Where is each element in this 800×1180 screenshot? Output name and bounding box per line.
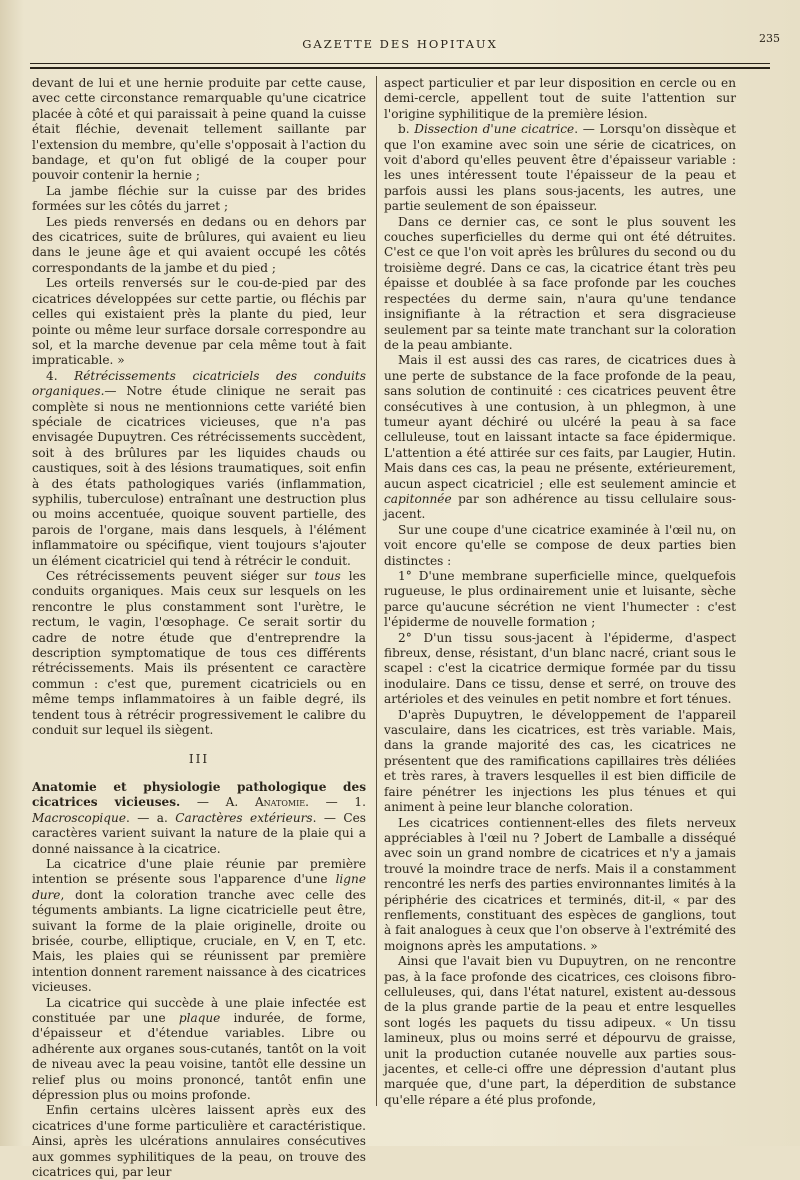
paragraph: Les pieds renversés en dedans ou en dehors par des cicatrices, suite de brûlures, qui avaient eu lieu dans le jeune âge et qui avaient occupé les côtés correspondants de la jambe et du pied ;	[32, 214, 366, 275]
subsection-title: Rétrécissements cicatriciels des conduits organiques.	[32, 368, 366, 399]
paragraph: D'après Dupuytren, le développement de l'appareil vasculaire, dans les cicatrices, est très variable. Mais, dans la grande majorité des cas, les cicatrices ne présentent que des ramifications capillaires très déliées et très rares, à travers lesquelles il est bien difficile de faire pénétrer les injections les plus ténues et qui animent à peine leur blanche coloration.	[384, 707, 736, 815]
text-run: . — a.	[126, 810, 176, 825]
running-head: GAZETTE DES HOPITAUX	[302, 37, 498, 51]
column-divider	[376, 76, 377, 1106]
paragraph-text: — Notre étude clinique ne serait pas complète si nous ne mentionnions cette variété bien spéciale de cicatrices vicieuses, que n'a pas envisagée Dupuytren. Ces rétrécissements succèdent, soit à des brûlures par les liquides chauds ou caustiques, soit à des lésions traumatiques, soit enfin à des états pathologiques variés (inflammation, syphilis, tuberculose) entraînant une destruction plus ou moins accentuée, quoique souvent partielle, des parois de l'organe, mais dans lesquels, à l'élément inflammatoire ou spécifique, vient toujours s'ajouter un élément cicatriciel qui tend à rétrécir le conduit.	[32, 384, 366, 568]
paragraph: 1° D'une membrane superficielle mince, quelquefois rugueuse, le plus ordinairement unie et luisante, sèche parce qu'aucune sécrétion ne vient l'humecter : c'est l'épiderme de nouvelle formation ;	[384, 569, 736, 630]
paragraph: Les orteils renversés sur le cou-de-pied par des cicatrices développées sur cette partie, ou fléchis par celles qui existaient près la plante du pied, leur pointe ou même leur surface dorsale correspondre au sol, et la marche devenue par cela même tout à fait impraticable. »	[32, 276, 366, 368]
paragraph: Sur une coupe d'une cicatrice examinée à l'œil nu, on voit encore qu'elle se compose de deux parties bien distinctes :	[384, 522, 736, 568]
italic-run: Caractères extérieurs	[175, 810, 313, 825]
section-title: Anatomie et physiologie pathologique des cicatrices vicieuses.	[32, 779, 366, 810]
text-run: par son adhérence au tissu cellulaire sous-jacent.	[384, 491, 736, 522]
header-rule-thick	[30, 67, 770, 69]
italic-run: tous	[314, 569, 341, 583]
italic-run: capitonnée	[384, 491, 452, 506]
text-run: Ces rétrécissements peuvent siéger sur	[46, 569, 315, 583]
section-heading	[32, 780, 366, 857]
text-run: les conduits organiques. Mais ceux sur lesquels on les rencontre le plus constamment sont l'urètre, le rectum, le vagin, l'œsophage. Ce serait sortir du cadre de notre étude que d'entreprendre la description symptomatique de tous ces différents rétrécissements. Mais ils présentent ce caractère commun : c'est que, purement cicatriciels ou en même temps inflammatoires à un faible degré, ils tendent tous à rétrécir progressivement le calibre du conduit sur lequel ils siègent.	[32, 569, 366, 738]
text-run: — A.	[180, 795, 255, 810]
paragraph	[32, 996, 366, 1104]
italic-run: ligne dure	[32, 872, 366, 902]
small-caps-run: Anatomie	[254, 795, 306, 810]
paragraph: 2° D'un tissu sous-jacent à l'épiderme, d'aspect fibreux, dense, résistant, d'un blanc nacré, criant sous le scapel : c'est la cicatrice dermique formée par du tissu inodulaire. Dans ce tissu, dense et serré, on trouve des artérioles et des veinules en petit nombre et fort ténues.	[384, 630, 736, 707]
paragraph: aspect particulier et par leur disposition en cercle ou en demi-cercle, appellent tout de suite l'attention sur l'origine syphilitique de la première lésion.	[384, 76, 736, 121]
italic-run: Macroscopique	[32, 810, 126, 825]
paragraph: Enfin certains ulcères laissent après eux des cicatrices d'une forme particulière et caractéristique. Ainsi, après les ulcérations annulaires consécutives aux gommes syphilitiques de la peau, on trouve des cicatrices qui, par leur	[32, 1103, 366, 1180]
text-run: . — Lorsqu'on dissèque et que l'on examine avec soin une série de cicatrices, on voit d'abord qu'elles peuvent être d'épaisseur variable : les unes intéressent toute l'épaisseur de la peau et parfois aussi les plans sous-jacents, les autres, une partie seulement de son épaisseur.	[384, 122, 736, 214]
left-column	[32, 76, 367, 1180]
text-run: b.	[398, 122, 415, 137]
text-run: . — 1.	[305, 795, 366, 810]
paragraph	[384, 122, 736, 214]
italic-run: Dissection d'une cicatrice	[414, 122, 575, 137]
paragraph	[384, 353, 736, 522]
italic-run: plaque	[178, 1010, 221, 1025]
text-run: La cicatrice qui succède à une plaie infectée est constituée par une	[32, 995, 366, 1025]
item-number: 4.	[46, 368, 58, 383]
text-run: . — Ces caractères varient suivant la nature de la plaie qui a donné naissance à la cicatrice.	[32, 810, 367, 856]
text-run: , dont la coloration tranche avec celle des téguments ambiants. La ligne cicatricielle peut être, suivant la forme de la plaie originelle, droite ou brisée, courbe, elliptique, cruciale, en V, en T, etc. Mais, les plaies qui se réunissent par première intention donnent rarement naissance à des cicatrices vicieuses.	[32, 887, 366, 995]
header-rule-thin	[30, 63, 770, 64]
right-column	[384, 76, 736, 1136]
paragraph	[32, 369, 366, 569]
section-number: III	[188, 752, 210, 767]
text-run: Mais il est aussi des cas rares, de cicatrices dues à une perte de substance de la face profonde de la peau, sans solution de continuité : ces cicatrices peuvent être consécutives à une contusion, à un phlegmon, à une tumeur ayant déchiré ou ulcéré la peau à sa face celluleuse, tout en laissant intacte sa face épidermique. L'attention a été attirée sur ces faits, par Laugier, Hutin. Mais dans ces cas, la peau ne présente, extérieurement, aucun aspect cicatriciel ; elle est seulement amincie et	[384, 353, 736, 491]
paragraph: devant de lui et une hernie produite par cette cause, avec cette circonstance remarquable qu'une cicatrice placée à côté et qui paraissait à peine quand la cuisse était fléchie, devenait tellement saillante par l'extension du membre, qu'elle s'opposait à l'action du bandage, et qu'on fut obligé de la couper pour pouvoir contenir la hernie ;	[32, 76, 366, 183]
paragraph: Ainsi que l'avait bien vu Dupuytren, on ne rencontre pas, à la face profonde des cicatrices, ces cloisons fibro-celluleuses, qui, dans l'état naturel, existent au-dessous de la plus grande partie de la peau et entre lesquelles sont logés les paquets du tissu adipeux. « Un tissu lamineux, plus ou moins serré et dépourvu de graisse, unit la production cutanée nouvelle aux parties sous-jacentes, et celle-ci offre une dépression d'autant plus marquée que, d'une part, la déperdition de substance qu'elle répare a été plus profonde,	[384, 954, 736, 1107]
paragraph: La jambe fléchie sur la cuisse par des brides formées sur les côtés du jarret ;	[32, 183, 366, 214]
page-number: 235	[759, 32, 780, 45]
paragraph: Dans ce dernier cas, ce sont le plus souvent les couches superficielles du derme qui ont été détruites. C'est ce que l'on voit après les brûlures du second ou du troisième degré. Dans ce cas, la cicatrice étant très peu épaisse et doublée à sa face profonde par les couches respectées du derme sain, n'aura qu'une tendance insignifiante à la rétraction et sera disgracieuse seulement par sa teinte mate tranchant sur la coloration de la peau ambiante.	[384, 214, 736, 352]
text-run: La cicatrice d'une plaie réunie par première intention se présente sous l'apparence d'une	[32, 856, 366, 887]
paragraph	[32, 569, 366, 738]
paragraph	[32, 857, 366, 996]
paragraph: Les cicatrices contiennent-elles des filets nerveux appréciables à l'œil nu ? Jobert de Lamballe a disséqué avec soin un grand nombre de cicatrices et n'y a jamais trouvé la moindre trace de nerfs. Mais il a constamment rencontré les nerfs des parties environnantes limités à la périphérie des cicatrices et terminés, dit-il, « par des renflements, constituant des espèces de ganglions, tout à fait analogues à ceux que l'on observe à l'extrémité des moignons après les amputations. »	[384, 815, 736, 953]
text-run: indurée, de forme, d'épaisseur et d'étendue variables. Libre ou adhérente aux organes sous-cutanés, tantôt on la voit de niveau avec la peau voisine, tantôt elle dessine un relief plus ou moins prononcé, tantôt enfin une dépression plus ou moins profonde.	[32, 1010, 366, 1102]
